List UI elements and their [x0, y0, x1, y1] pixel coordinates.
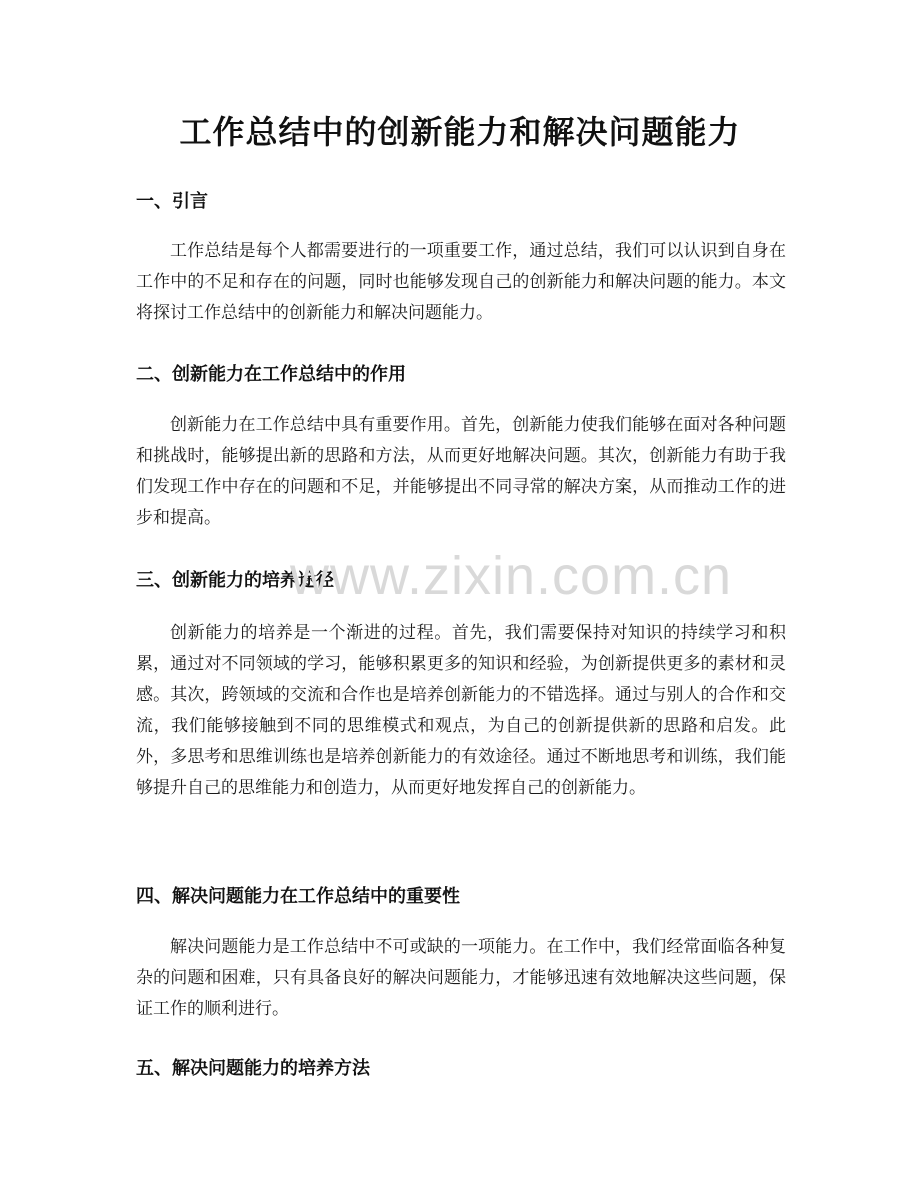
section-paragraph-innovation-cultivation: 创新能力的培养是一个渐进的过程。首先，我们需要保持对知识的持续学习和积累，通过对不同领域的学习，能够积累更多的知识和经验，为创新提供更多的素材和灵感。其次，跨领域的交流和合作也是培养创新能力的不错选择。通过与别人的合作和交流，我们能够接触到不同的思维模式和观点，为自己的创新提供新的思路和启发。此外，多思考和思维训练也是培养创新能力的有效途径。通过不断地思考和训练，我们能够提升自己的思维能力和创造力，从而更好地发挥自己的创新能力。 [136, 623, 786, 798]
watermark: www.zixin.com.cn [290, 546, 733, 606]
section-paragraph-introduction: 工作总结是每个人都需要进行的一项重要工作，通过总结，我们可以认识到自身在工作中的不足和存在的问题，同时也能够发现自己的创新能力和解决问题的能力。本文将探讨工作总结中的创新能力和解决问题能力。 [136, 241, 786, 323]
section-heading-problem-solving-importance: 四、解决问题能力在工作总结中的重要性 [136, 886, 460, 907]
section-heading-introduction: 一、引言 [136, 191, 208, 212]
section-paragraph-innovation-role: 创新能力在工作总结中具有重要作用。首先，创新能力使我们能够在面对各种问题和挑战时，能够提出新的思路和方法，从而更好地解决问题。其次，创新能力有助于我们发现工作中存在的问题和不足，并能够提出不同寻常的解决方案，从而推动工作的进步和提高。 [136, 415, 786, 528]
section-heading-innovation-role: 二、创新能力在工作总结中的作用 [136, 364, 406, 385]
document-title: 工作总结中的创新能力和解决问题能力 [179, 113, 741, 151]
section-heading-innovation-cultivation: 三、创新能力的培养途径 [136, 570, 334, 591]
section-paragraph-problem-solving-importance: 解决问题能力是工作总结中不可或缺的一项能力。在工作中，我们经常面临各种复杂的问题和困难，只有具备良好的解决问题能力，才能够迅速有效地解决这些问题，保证工作的顺利进行。 [136, 937, 786, 1019]
section-heading-problem-solving-methods: 五、解决问题能力的培养方法 [136, 1058, 370, 1079]
